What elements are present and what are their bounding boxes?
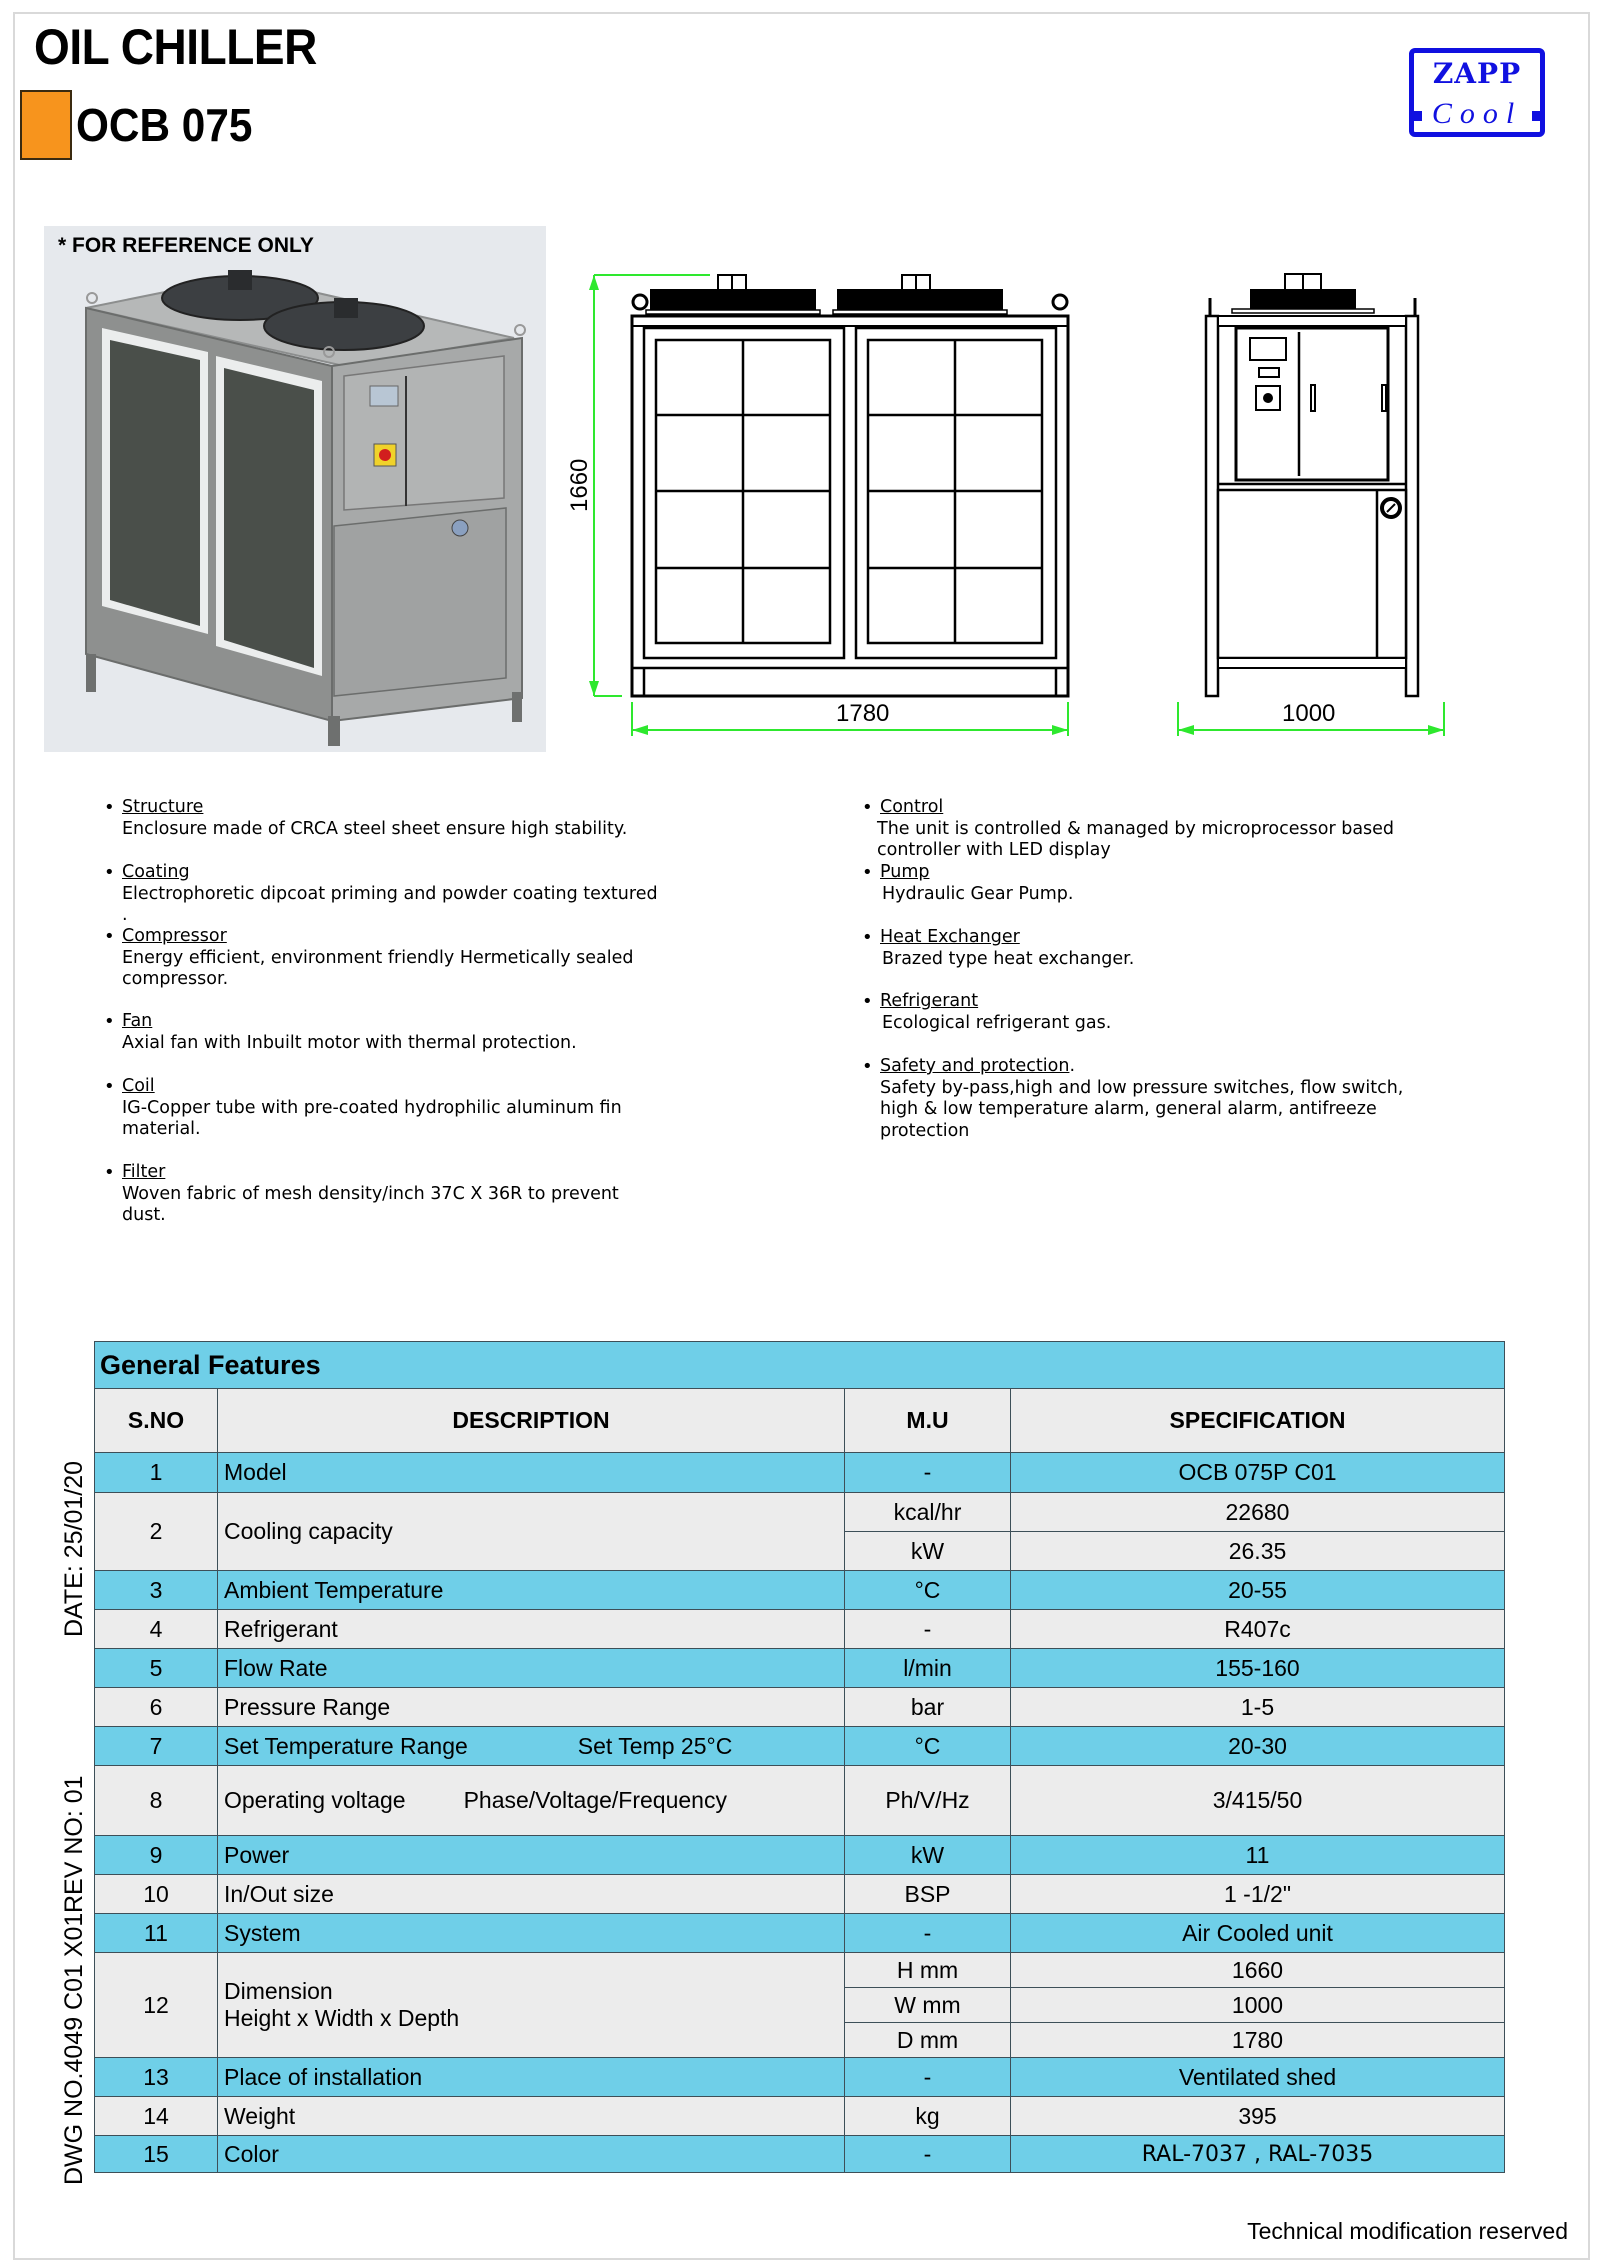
- bullet-icon: •: [862, 797, 873, 818]
- chiller-3d-render: [44, 226, 546, 752]
- column-header: S.NO: [95, 1389, 218, 1453]
- feature-filter: • Filter Woven fabric of mesh density/inch 37C X 36R to prevent dust.: [104, 1162, 619, 1225]
- feature-coating: • Coating Electrophoretic dipcoat priming and powder coating textured .: [104, 862, 658, 925]
- switch-knob-icon: [1263, 393, 1273, 403]
- lifting-eye-icon: [87, 293, 97, 303]
- fan-motor-icon: [334, 298, 358, 318]
- feature-fan: • Fan Axial fan with Inbuilt motor with thermal protection.: [104, 1011, 577, 1053]
- table-row: 7 Set Temperature Range Set Temp 25°C °C 20-30: [95, 1727, 1505, 1766]
- table-header-row: [95, 1389, 1505, 1453]
- drawing-date: DATE: 25/01/20: [60, 1460, 88, 1637]
- leg: [328, 716, 340, 746]
- coil-filter-panel: [224, 368, 314, 668]
- revision-number: REV NO: 01: [60, 1775, 88, 1913]
- feature-control: • Control The unit is controlled & managed by microprocessor based controller with LED display: [862, 797, 1395, 860]
- table-row: 15 Color - RAL-7037 , RAL-7035: [95, 2136, 1505, 2173]
- side-view-drawing: [1170, 260, 1460, 750]
- logo-text-zapp: ZAPP: [1432, 57, 1522, 90]
- feature-structure: • Structure Enclosure made of CRCA steel sheet ensure high stability.: [104, 797, 628, 839]
- table-row: 13 Place of installation - Ventilated shed: [95, 2058, 1505, 2097]
- bullet-icon: •: [104, 926, 115, 947]
- lifting-eye-icon: [515, 325, 525, 335]
- led-display-icon: [1250, 338, 1286, 360]
- main-switch-knob-icon: [379, 449, 391, 461]
- feature-safety: • Safety and protection. Safety by-pass,high and low pressure switches, flow switch, high & low temperature alarm, general alarm, antifreeze protection: [862, 1056, 1404, 1141]
- bullet-icon: •: [104, 797, 115, 818]
- feature-coil: • Coil IG-Copper tube with pre-coated hydrophilic aluminum fin material.: [104, 1076, 622, 1139]
- lifting-eye-icon: [633, 295, 647, 309]
- fan-motor-icon: [228, 270, 252, 290]
- table-title-row: [95, 1342, 1505, 1389]
- table-row: 3 Ambient Temperature °C 20-55: [95, 1571, 1505, 1610]
- column-header: M.U: [845, 1389, 1011, 1453]
- leg: [86, 654, 96, 692]
- arrow-up-icon: [589, 275, 599, 290]
- lower-panel: [334, 508, 506, 696]
- photo-caption: * FOR REFERENCE ONLY: [58, 234, 314, 257]
- bullet-icon: •: [104, 1076, 115, 1097]
- bullet-icon: •: [104, 862, 115, 883]
- table-row: 11 System - Air Cooled unit: [95, 1914, 1505, 1953]
- table-row: 2 Cooling capacity kcal/hr 22680: [95, 1493, 1505, 1532]
- arrow-right-icon: [1052, 725, 1068, 735]
- fan-housing-icon: [650, 289, 816, 311]
- arrow-left-icon: [1178, 725, 1194, 735]
- arrow-down-icon: [589, 681, 599, 696]
- side-width-dimension-label: 1000: [1282, 700, 1336, 727]
- bullet-icon: •: [104, 1162, 115, 1183]
- model-title: OCB 075: [76, 99, 253, 151]
- door-handle-icon: [1311, 385, 1315, 411]
- bullet-icon: •: [862, 1056, 873, 1077]
- table-title: General Features: [95, 1342, 1505, 1389]
- table-row: 10 In/Out size BSP 1 -1/2": [95, 1875, 1505, 1914]
- column-header: DESCRIPTION: [218, 1389, 845, 1453]
- table-row: 1 Model - OCB 075P C01: [95, 1453, 1505, 1493]
- table-row: 9 Power kW 11: [95, 1836, 1505, 1875]
- lifting-eye-icon: [1053, 295, 1067, 309]
- fan-housing-icon: [837, 289, 1003, 311]
- frame-post: [1206, 316, 1218, 696]
- table-row: 8 Operating voltage Phase/Voltage/Frequency Ph/V/Hz 3/415/50: [95, 1766, 1505, 1836]
- table-row: W mm 1000: [95, 1988, 1505, 2023]
- feature-pump: • Pump Hydraulic Gear Pump.: [862, 862, 1074, 904]
- model-heading: [20, 90, 268, 160]
- logo-text-cool: Cool: [1431, 97, 1523, 130]
- bullet-icon: •: [862, 927, 873, 948]
- table-row: 14 Weight kg 395: [95, 2097, 1505, 2136]
- logo-bar-right: [1532, 111, 1544, 121]
- table-row: D mm 1780: [95, 2023, 1505, 2058]
- document-title: OIL CHILLER: [34, 19, 317, 75]
- control-panel-door: [344, 356, 504, 510]
- front-width-dimension-label: 1780: [836, 700, 890, 727]
- accent-square: [20, 90, 72, 160]
- feature-compressor: • Compressor Energy efficient, environment friendly Hermetically sealed compressor.: [104, 926, 634, 989]
- bullet-icon: •: [104, 1011, 115, 1032]
- drawing-number: DWG NO.4049 C01 X01: [60, 1912, 88, 2185]
- drawing-info-vertical: [60, 1460, 96, 2185]
- feature-heat-exchanger: • Heat Exchanger Brazed type heat exchanger.: [862, 927, 1135, 969]
- arrow-right-icon: [1428, 725, 1444, 735]
- product-render-image: [44, 226, 546, 752]
- bullet-icon: •: [862, 862, 873, 883]
- door-handle-icon: [1382, 385, 1386, 411]
- column-header: SPECIFICATION: [1011, 1389, 1505, 1453]
- arrow-left-icon: [632, 725, 648, 735]
- frame-post: [1406, 316, 1418, 696]
- table-row: kW 26.35: [95, 1532, 1505, 1571]
- company-logo: [1409, 48, 1545, 137]
- fan-housing-icon: [1250, 289, 1356, 311]
- table-row: 4 Refrigerant - R407c: [95, 1610, 1505, 1649]
- bullet-icon: •: [862, 991, 873, 1012]
- led-display-icon: [370, 386, 398, 406]
- footer-note: Technical modification reserved: [1247, 2218, 1568, 2244]
- feature-refrigerant: • Refrigerant Ecological refrigerant gas.: [862, 991, 1112, 1033]
- coil-filter-panel: [110, 340, 200, 626]
- height-dimension-label: 1660: [566, 458, 593, 512]
- pressure-gauge-icon: [452, 520, 468, 536]
- table-row: 5 Flow Rate l/min 155-160: [95, 1649, 1505, 1688]
- general-features-table: [94, 1341, 1505, 2173]
- table-row: 12 Dimension Height x Width x Depth H mm 1660: [95, 1953, 1505, 1988]
- table-row: 6 Pressure Range bar 1-5: [95, 1688, 1505, 1727]
- front-view-drawing: [560, 260, 1100, 750]
- leg: [512, 692, 522, 722]
